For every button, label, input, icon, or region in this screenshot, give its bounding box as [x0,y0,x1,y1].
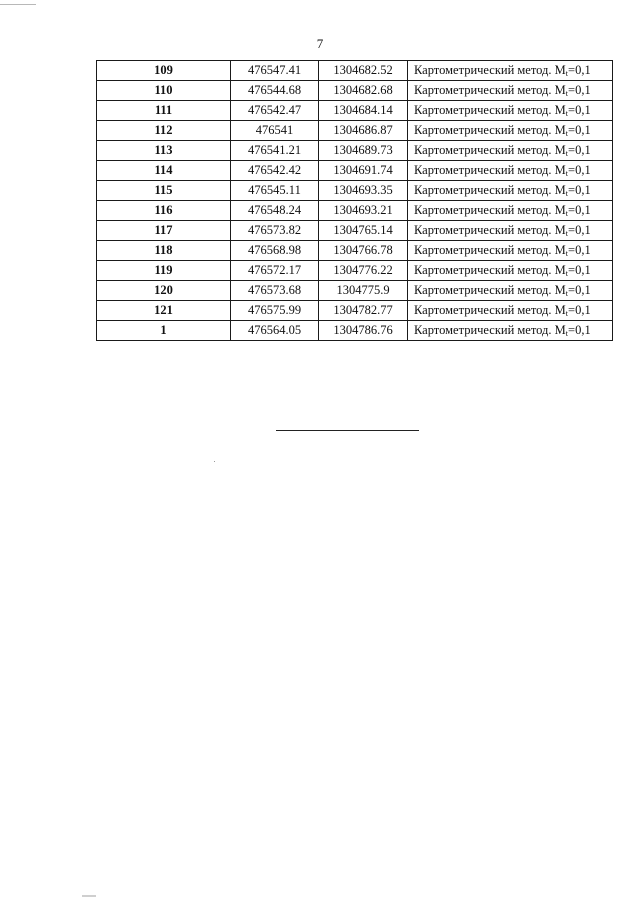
point-number-cell: 113 [97,141,231,161]
table-row [97,161,613,181]
accuracy-value: =0,1 [568,223,591,237]
table-row [97,281,613,301]
accuracy-subscript: t [565,229,569,238]
point-number-cell: 109 [97,61,231,81]
y-coordinate-cell: 1304693.35 [319,181,408,201]
method-cell [408,61,613,81]
y-coordinate-cell: 1304782.77 [319,301,408,321]
x-coordinate-cell: 476573.82 [231,221,319,241]
scan-artifact [0,4,36,5]
accuracy-value: =0,1 [568,183,591,197]
table-row [97,181,613,201]
method-text: Картометрический метод. M [414,223,566,237]
method-text: Картометрический метод. M [414,163,566,177]
y-coordinate-cell: 1304786.76 [319,321,408,341]
table-row [97,321,613,341]
method-text: Картометрический метод. M [414,323,566,337]
x-coordinate-cell: 476564.05 [231,321,319,341]
table-row [97,221,613,241]
table-row [97,301,613,321]
accuracy-value: =0,1 [568,63,591,77]
method-text: Картометрический метод. M [414,103,566,117]
table-row [97,81,613,101]
page-number: 7 [316,36,324,51]
accuracy-subscript: t [565,129,569,138]
method-cell [408,321,613,341]
table-row [97,61,613,81]
x-coordinate-cell: 476548.24 [231,201,319,221]
method-cell [408,141,613,161]
point-number-cell: 120 [97,281,231,301]
scan-artifact [214,461,215,462]
accuracy-value: =0,1 [568,123,591,137]
method-cell [408,241,613,261]
y-coordinate-cell: 1304765.14 [319,221,408,241]
table-row [97,101,613,121]
x-coordinate-cell: 476575.99 [231,301,319,321]
accuracy-value: =0,1 [568,83,591,97]
method-cell [408,281,613,301]
method-cell [408,221,613,241]
x-coordinate-cell: 476568.98 [231,241,319,261]
accuracy-subscript: t [565,329,569,338]
point-number-cell: 118 [97,241,231,261]
y-coordinate-cell: 1304682.68 [319,81,408,101]
method-text: Картометрический метод. M [414,83,566,97]
x-coordinate-cell: 476541.21 [231,141,319,161]
accuracy-value: =0,1 [568,303,591,317]
point-number-cell: 110 [97,81,231,101]
coordinates-table [96,60,613,341]
accuracy-subscript: t [565,109,569,118]
point-number-cell: 112 [97,121,231,141]
method-text: Картометрический метод. M [414,123,566,137]
method-cell [408,301,613,321]
point-number-cell: 1 [97,321,231,341]
y-coordinate-cell: 1304766.78 [319,241,408,261]
method-cell [408,201,613,221]
end-of-document-line [276,430,419,431]
method-text: Картометрический метод. M [414,63,566,77]
y-coordinate-cell: 1304693.21 [319,201,408,221]
accuracy-value: =0,1 [568,163,591,177]
accuracy-value: =0,1 [568,143,591,157]
point-number-cell: 119 [97,261,231,281]
accuracy-value: =0,1 [568,103,591,117]
table-row [97,241,613,261]
point-number-cell: 115 [97,181,231,201]
method-text: Картометрический метод. M [414,203,566,217]
y-coordinate-cell: 1304682.52 [319,61,408,81]
x-coordinate-cell: 476572.17 [231,261,319,281]
method-text: Картометрический метод. M [414,143,566,157]
method-text: Картометрический метод. M [414,263,566,277]
y-coordinate-cell: 1304689.73 [319,141,408,161]
method-text: Картометрический метод. M [414,283,566,297]
x-coordinate-cell: 476544.68 [231,81,319,101]
table-row [97,201,613,221]
method-text: Картометрический метод. M [414,183,566,197]
accuracy-value: =0,1 [568,263,591,277]
point-number-cell: 117 [97,221,231,241]
accuracy-value: =0,1 [568,203,591,217]
accuracy-subscript: t [565,249,569,258]
method-cell [408,261,613,281]
accuracy-subscript: t [565,69,569,78]
y-coordinate-cell: 1304686.87 [319,121,408,141]
point-number-cell: 111 [97,101,231,121]
point-number-cell: 121 [97,301,231,321]
method-text: Картометрический метод. M [414,303,566,317]
accuracy-subscript: t [565,169,569,178]
method-text: Картометрический метод. M [414,243,566,257]
accuracy-subscript: t [565,149,569,158]
x-coordinate-cell: 476542.47 [231,101,319,121]
point-number-cell: 114 [97,161,231,181]
accuracy-subscript: t [565,209,569,218]
y-coordinate-cell: 1304691.74 [319,161,408,181]
method-cell [408,181,613,201]
accuracy-subscript: t [565,269,569,278]
method-cell [408,161,613,181]
y-coordinate-cell: 1304775.9 [319,281,408,301]
x-coordinate-cell: 476573.68 [231,281,319,301]
x-coordinate-cell: 476542.42 [231,161,319,181]
table-row [97,121,613,141]
accuracy-value: =0,1 [568,283,591,297]
coordinates-table-body [97,61,613,341]
method-cell [408,121,613,141]
accuracy-subscript: t [565,309,569,318]
point-number-cell: 116 [97,201,231,221]
table-row [97,261,613,281]
accuracy-value: =0,1 [568,243,591,257]
method-cell [408,81,613,101]
accuracy-subscript: t [565,89,569,98]
x-coordinate-cell: 476541 [231,121,319,141]
x-coordinate-cell: 476545.11 [231,181,319,201]
y-coordinate-cell: 1304684.14 [319,101,408,121]
x-coordinate-cell: 476547.41 [231,61,319,81]
table-row [97,141,613,161]
scan-artifact [82,895,96,897]
accuracy-subscript: t [565,289,569,298]
y-coordinate-cell: 1304776.22 [319,261,408,281]
accuracy-subscript: t [565,189,569,198]
method-cell [408,101,613,121]
accuracy-value: =0,1 [568,323,591,337]
